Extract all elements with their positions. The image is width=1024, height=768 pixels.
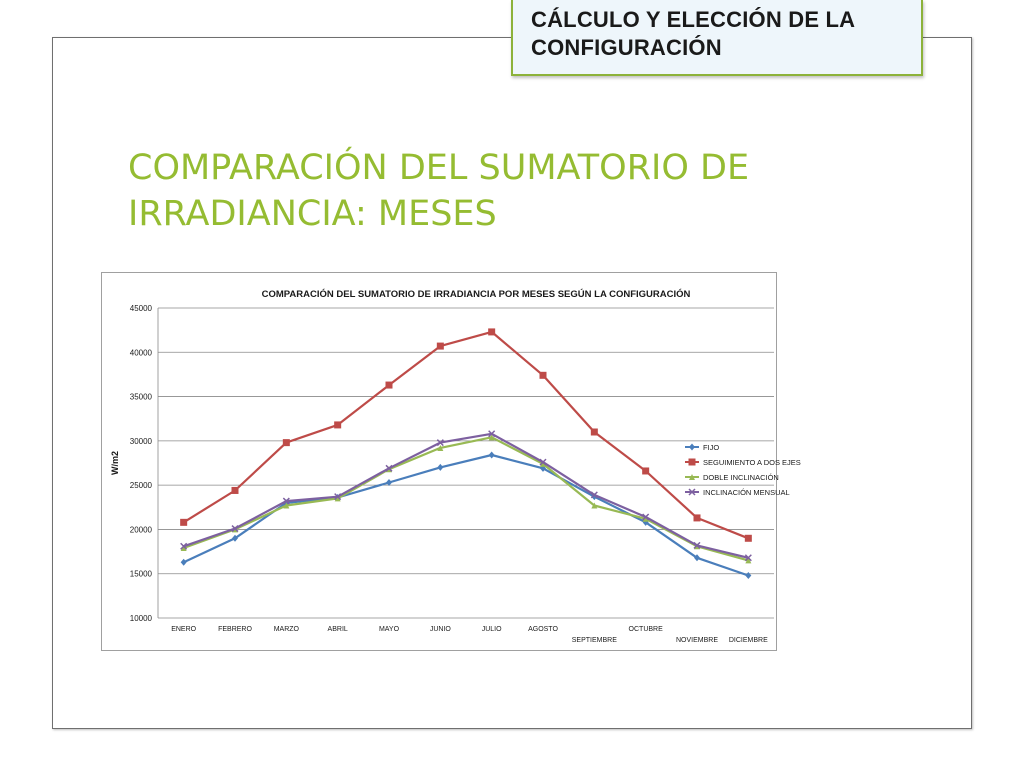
- x-tick-label: ABRIL: [327, 626, 348, 633]
- legend-label: DOBLE INCLINACIÓN: [703, 473, 779, 482]
- x-tick-label: AGOSTO: [528, 626, 558, 633]
- data-point: [437, 343, 443, 349]
- chart-container: [101, 272, 801, 651]
- series-line: [184, 434, 749, 558]
- x-tick-label: MAYO: [378, 626, 400, 633]
- x-tick-label: JUNIO: [429, 626, 451, 633]
- x-tick-label: JULIO: [481, 626, 502, 633]
- data-point: [540, 372, 546, 378]
- x-tick-label: SEPTIEMBRE: [571, 637, 617, 644]
- data-point: [489, 452, 495, 459]
- data-point: [489, 329, 495, 335]
- x-tick-label: OCTUBRE: [628, 626, 663, 633]
- y-tick-label: 10000: [129, 614, 152, 623]
- slide-title: COMPARACIÓN DEL SUMATORIO DE IRRADIANCIA: MESES: [128, 148, 750, 234]
- x-tick-label: ENERO: [171, 626, 197, 633]
- y-tick-label: 40000: [129, 348, 152, 358]
- data-point: [335, 422, 341, 428]
- legend-item: [685, 458, 801, 467]
- data-point: [437, 464, 443, 471]
- y-tick-label: 45000: [129, 304, 152, 313]
- series-layer: [181, 329, 752, 579]
- line-chart: [102, 273, 801, 650]
- legend-label: FIJO: [703, 443, 720, 452]
- series-line: [184, 437, 749, 560]
- data-point: [694, 515, 700, 521]
- section-tag-text: CÁLCULO Y ELECCIÓN DE LA CONFIGURACIÓN: [531, 7, 855, 60]
- x-tick-labels: [171, 626, 768, 644]
- data-point: [232, 487, 238, 493]
- y-tick-label: 30000: [129, 436, 152, 446]
- y-tick-label: 15000: [129, 569, 152, 579]
- y-axis-label: W/m2: [110, 450, 120, 476]
- y-tick-labels: [130, 304, 153, 623]
- legend-label: INCLINACIÓN MENSUAL: [703, 488, 790, 497]
- x-tick-label: NOVIEMBRE: [675, 637, 719, 644]
- x-tick-label: FEBRERO: [218, 626, 252, 633]
- data-point: [283, 440, 289, 446]
- data-point: [745, 572, 751, 579]
- series-line: [184, 455, 749, 576]
- x-tick-label: DICIEMBRE: [728, 637, 768, 644]
- y-tick-label: 20000: [129, 525, 152, 535]
- series-line: [184, 332, 749, 538]
- data-point: [689, 459, 695, 465]
- data-point: [643, 468, 649, 474]
- y-tick-label: 25000: [129, 481, 152, 491]
- data-point: [181, 519, 187, 525]
- chart-title: COMPARACIÓN DEL SUMATORIO DE IRRADIANCIA POR MESES SEGÚN LA CONFIGURACIÓN: [261, 289, 691, 300]
- legend-item: [685, 473, 779, 482]
- section-tag: [511, 0, 923, 76]
- legend-item: [685, 443, 719, 452]
- series-doble-inclinaci-n: [181, 434, 752, 563]
- data-point: [745, 535, 751, 541]
- data-point: [181, 559, 187, 566]
- legend-item: [685, 488, 790, 497]
- data-point: [386, 382, 392, 388]
- series-seguimiento-a-dos-ejes: [181, 329, 752, 541]
- data-point: [689, 444, 695, 451]
- legend-label: SEGUIMIENTO A DOS EJES: [703, 458, 801, 467]
- y-tick-label: 35000: [129, 392, 152, 402]
- gridlines: [158, 308, 774, 618]
- data-point: [591, 429, 597, 435]
- x-tick-label: MARZO: [273, 626, 299, 633]
- series-inclinaci-n-mensual: [181, 431, 752, 561]
